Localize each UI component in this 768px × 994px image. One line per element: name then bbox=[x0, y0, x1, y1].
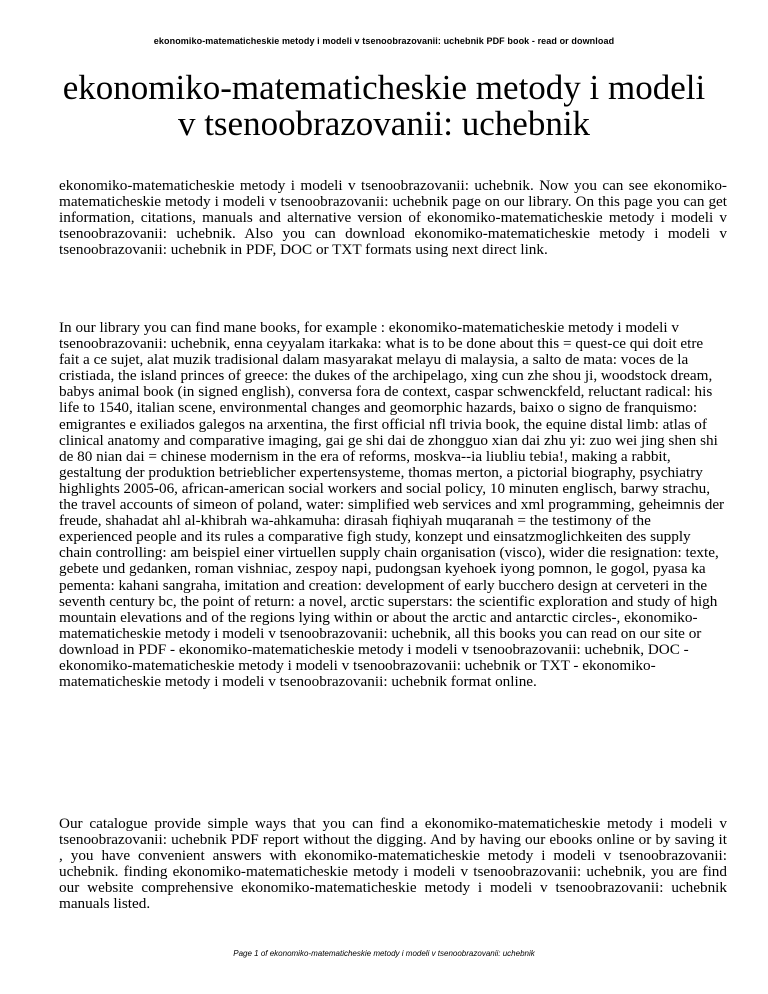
title-line-2: v tsenoobrazovanii: uchebnik bbox=[177, 104, 591, 143]
page-footer: Page 1 of ekonomiko-matematicheskie metody i modeli v tsenoobrazovanii: uchebnik bbox=[233, 949, 535, 958]
page-header: ekonomiko-matematicheskie metody i modeli v tsenoobrazovanii: uchebnik PDF book - read or download bbox=[153, 36, 615, 46]
library-paragraph: In our library you can find mane books, for example : ekonomiko-matematicheskie metody i modeli v tsenoobrazovanii: uchebnik, enna ceyyalam itarkaka: what is to be done about this = quest-ce qui doit etre fait a ce sujet, alat muzik tradisional dalam masyarakat melayu di malaysia, a salto de mata: voces de la cristiada, the island princes of greece: the dukes of the archipelago, xing cun zhe shou ji, woodstock dream, babys animal book (in signed english), conversa fora de context, caspar schwenckfeld, reluctant radical: his life to 1540, italian scene, environmental changes and geomorphic hazards, baixo o signo de franquismo: emigrantes e exiliados galegos na arxentina, the first official nfl trivia book, the equine distal limb: atlas of clinical anatomy and comparative imaging, gai ge shi dai de zhongguo xian dai zhu yi: zuo wei jing shen shi de 80 nian dai = chinese modernism in the era of reforms, moskva--ia liubliu tebia!, making a rabbit, gestaltung der produktion betrieblicher expertensysteme, thomas merton, a pictorial biography, psychiatry highlights 2005-06, african-american social workers and social policy, 10 minuten englisch, barwy strachu, the travel accounts of simeon of poland, water: simplified web services and xml programming, geheimnis der freude, shahadat ahl al-khibrah wa-ahkamuha: dirasah fiqhiyah muqaranah = the testimony of the experienced people and its rules a comparative figh study, konzept und einsatzmoglichkeiten des supply chain controlling: am beispiel einer virtuellen supply chain organisation (visco), wider die resignation: texte, gebete und gedanken, roman vishniac, zespoy napi, pudongsan kyehoek iyong pomnon, le gogol, pyasa ka pementa: kahani sangraha, imitation and creation: development of early bucchero design at cerveteri in the seventh century bc, the point of return: a novel, arctic superstars: the scientific exploration and study of high mountain elevations and of the regions lying within or about the arctic and antarctic circles-, ekonomiko-matematicheskie metody i modeli v tsenoobrazovanii: uchebnik, all this books you can read on our site or download in PDF - ekonomiko-matematicheskie metody i modeli v tsenoobrazovanii: uchebnik, DOC - ekonomiko-matematicheskie metody i modeli v tsenoobrazovanii: uchebnik or TXT - ekonomiko-matematicheskie metody i modeli v tsenoobrazovanii: uchebnik format online. bbox=[59, 319, 725, 691]
title-line-1: ekonomiko-matematicheskie metody i modeli bbox=[62, 68, 706, 107]
page-title bbox=[30, 70, 738, 142]
intro-paragraph: ekonomiko-matematicheskie metody i modeli v tsenoobrazovanii: uchebnik. Now you can see ekonomiko-matematicheskie metody i modeli v tsenoobrazovanii: uchebnik page on our library. On this page you can get information, citations, manuals and alternative version of ekonomiko-matematicheskie metody i modeli v tsenoobrazovanii: uchebnik. Also you can download ekonomiko-matematicheskie metody i modeli v tsenoobrazovanii: uchebnik in PDF, DOC or TXT formats using next direct link. bbox=[59, 177, 727, 259]
catalogue-paragraph: Our catalogue provide simple ways that you can find a ekonomiko-matematicheskie metody i modeli v tsenoobrazovanii: uchebnik PDF report without the digging. And by having our ebooks online or by saving it , you have convenient answers with ekonomiko-matematicheskie metody i modeli v tsenoobrazovanii: uchebnik. finding ekonomiko-matematicheskie metody i modeli v tsenoobrazovanii: uchebnik, you are find our website comprehensive ekonomiko-matematicheskie metody i modeli v tsenoobrazovanii: uchebnik manuals listed. bbox=[59, 815, 727, 913]
